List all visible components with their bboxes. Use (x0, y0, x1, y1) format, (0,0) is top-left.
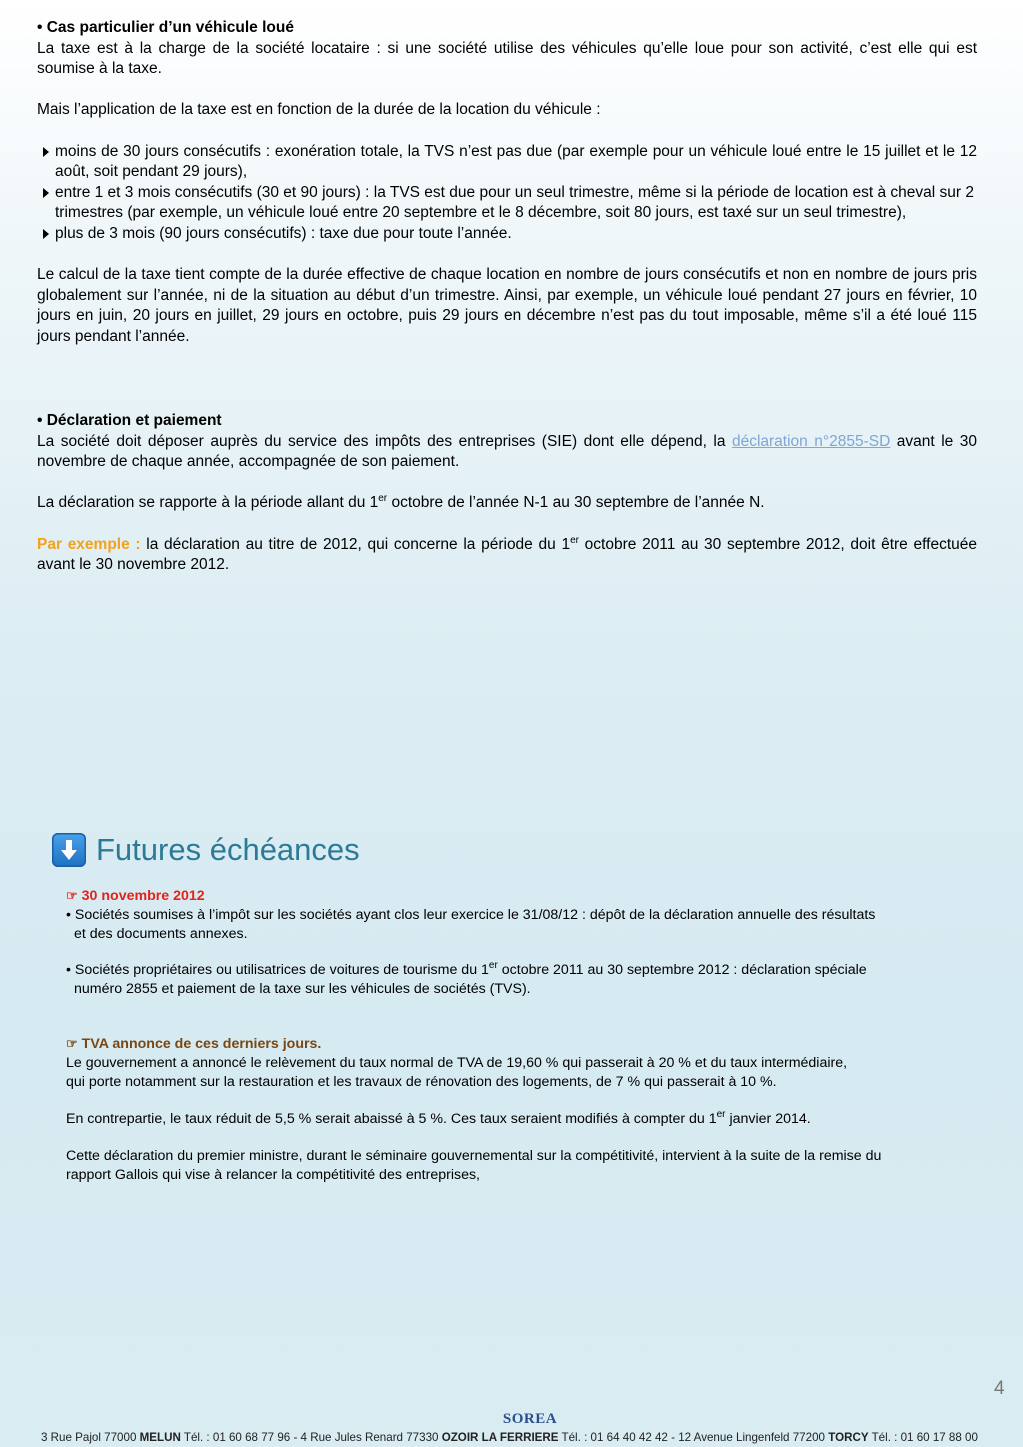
paragraph: La société doit déposer auprès du service des impôts des entreprises (SIE) dont elle dépend, la déclaration n°2855-SD avant le 30 novembre de chaque année, accompagnée de son paiement. (37, 432, 978, 471)
footer-address: 3 Rue Pajol 77000 MELUN Tél. : 01 60 68 77 96 - 4 Rue Jules Renard 77330 OZOIR LA FERRIERE Tél. : 01 64 40 42 42 - 12 Avenue Lingenfeld 77200 TORCY Tél. : 01 60 17 88 00 (41, 1431, 978, 1444)
list-item: entre 1 et 3 mois consécutifs (30 et 90 jours) : la TVS est due pour un seul trimestre, même si la période de location est à cheval sur 2 trimestres (par exemple, un véhicule loué entre 20 septembre et le 8 décembre, soit 80 jours, est taxé sur un seul trimestre), (37, 183, 977, 224)
paragraph-cont: qui porte notamment sur la restauration et les travaux de rénovation des logements, de 7 % qui passerait à 10 %. (66, 1074, 777, 1090)
example-label: Par exemple : (37, 535, 141, 553)
page-number: 4 (994, 1378, 1005, 1399)
pointing-hand-icon: ☞ (66, 888, 78, 903)
list-item: moins de 30 jours consécutifs : exonération totale, la TVS n’est pas due (par exemple pour un véhicule loué entre le 15 juillet et le 12 août, soit pendant 29 jours), (37, 142, 977, 183)
paragraph: Mais l’application de la taxe est en fonction de la durée de la location du véhicule : (37, 101, 601, 119)
futures-title: Futures échéances (96, 832, 360, 867)
list-item: • Sociétés propriétaires ou utilisatrices de voitures de tourisme du 1er octobre 2011 au 30 septembre 2012 : déclaration spéciale (66, 960, 867, 978)
item-heading: ☞ 30 novembre 2012 (66, 888, 205, 904)
section-heading: • Cas particulier d’un véhicule loué (37, 19, 294, 36)
example-paragraph: Par exemple : la déclaration au titre de 2012, qui concerne la période du 1er octobre 2011 au 30 septembre 2012, doit être effectuée avant le 30 novembre 2012. (37, 534, 977, 574)
triangle-bullet-icon (43, 229, 49, 239)
down-arrow-icon (52, 833, 86, 867)
paragraph: En contrepartie, le taux réduit de 5,5 % serait abaissé à 5 %. Ces taux seraient modifiés à compter du 1er janvier 2014. (66, 1109, 811, 1127)
echeance-item (66, 886, 966, 999)
section-vehicule-loue (37, 18, 977, 348)
paragraph: Le calcul de la taxe tient compte de la durée effective de chaque location en nombre de jours consécutifs et non en nombre de jours pris globalement sur l’année, ni de la situation au début d’un trimestre. Ainsi, par exemple, un véhicule loué pendant 27 jours en février, 10 jours en juin, 20 jours en juillet, 29 jours en octobre, puis 29 jours en décembre n’est pas du tout imposable, même s’il a été loué 115 jours pendant l’année. (37, 266, 977, 345)
paragraph: Cette déclaration du premier ministre, durant le séminaire gouvernemental sur la compétitivité, intervient à la suite de la remise du (66, 1148, 882, 1164)
paragraph: Le gouvernement a annoncé le relèvement du taux normal de TVA de 19,60 % qui passerait à 20 % et du taux intermédiaire, (66, 1055, 848, 1071)
duration-list (37, 142, 977, 245)
declaration-link[interactable]: déclaration n°2855-SD (731, 432, 891, 450)
list-item: plus de 3 mois (90 jours consécutifs) : taxe due pour toute l’année. (37, 224, 977, 245)
paragraph-cont: rapport Gallois qui vise à relancer la compétitivité des entreprises, (66, 1167, 480, 1183)
triangle-bullet-icon (43, 188, 49, 198)
list-item-cont: et des documents annexes. (74, 926, 248, 942)
paragraph: La taxe est à la charge de la société locataire : si une société utilise des véhicules qu’elle loue pour son activité, c’est elle qui est soumise à la taxe. (37, 39, 977, 78)
paragraph: La déclaration se rapporte à la période allant du 1er octobre de l’année N-1 au 30 septembre de l’année N. (37, 493, 765, 512)
futures-heading (52, 828, 360, 872)
triangle-bullet-icon (43, 147, 49, 157)
list-item-cont: numéro 2855 et paiement de la taxe sur les véhicules de sociétés (TVS). (74, 981, 531, 997)
section-heading: • Déclaration et paiement (37, 412, 222, 429)
item-heading: ☞ TVA annonce de ces derniers jours. (66, 1036, 322, 1052)
list-item: • Sociétés soumises à l’impôt sur les sociétés ayant clos leur exercice le 31/08/12 : dépôt de la déclaration annuelle des résultats (66, 907, 876, 923)
section-declaration (37, 411, 977, 576)
brand-logo: SOREA (502, 1411, 558, 1427)
echeance-item (66, 1034, 966, 1185)
pointing-hand-icon: ☞ (66, 1036, 78, 1051)
